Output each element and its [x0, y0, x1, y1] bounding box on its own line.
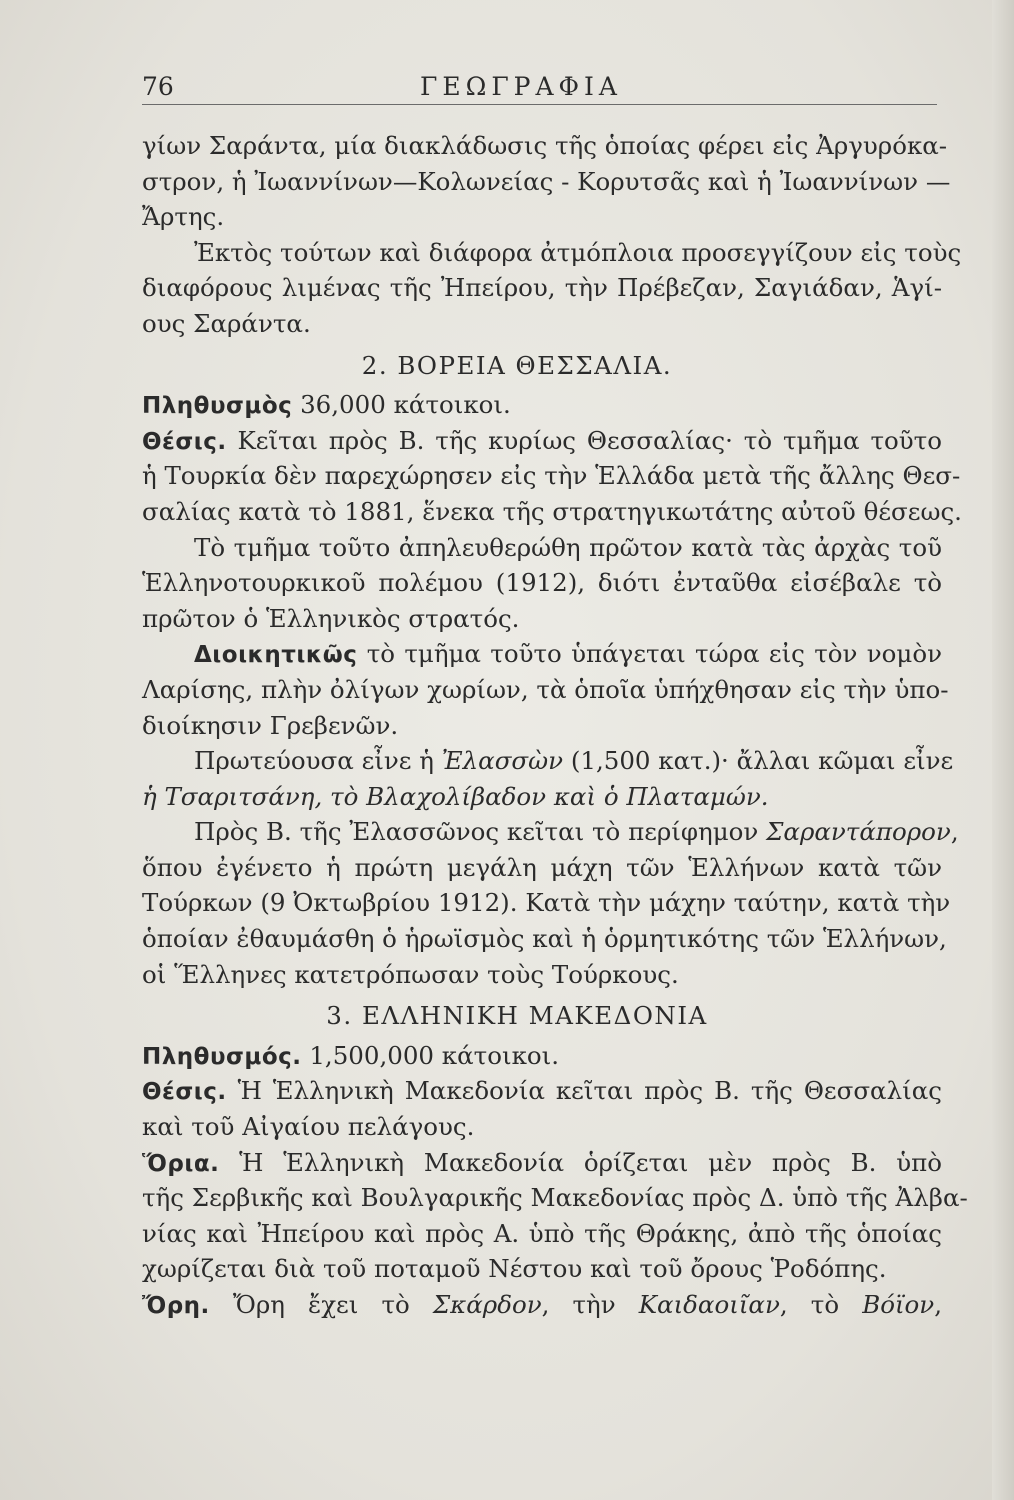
text-line: Ἐκτὸς τούτων καὶ διάφορα ἀτμόπλοια προσεγγίζουν εἰς τοὺς	[194, 237, 962, 267]
text-line: σαλίας κατὰ τὸ 1881, ἕνεκα τῆς στρατηγικωτάτης αὐτοῦ θέσεως.	[142, 496, 962, 526]
entry-label: Πληθυσμός.	[142, 1043, 302, 1070]
text-line: Ὄρη. Ὄρη ἔχει τὸ Σκάρδον, τὴν Καιδαοιῖαν, τὸ Βόϊον,	[142, 1290, 942, 1319]
header-rule	[142, 104, 937, 105]
text-line: Θέσις. Ἡ Ἑλληνικὴ Μακεδονία κεῖται πρὸς Β. τῆς Θεσσαλίας	[142, 1076, 942, 1106]
text-line: τῆς Σερβικῆς καὶ Βουλγαρικῆς Μακεδονίας πρὸς Δ. ὑπὸ τῆς Ἀλβα-	[142, 1183, 968, 1213]
text-line: Πληθυσμός. 1,500,000 κάτοικοι.	[142, 1040, 560, 1070]
text-line: γίων Σαράντα, μία διακλάδωσις τῆς ὁποίας φέρει εἰς Ἀργυρόκα-	[142, 131, 948, 160]
text-line: Θέσις. Κεῖται πρὸς Β. τῆς κυρίως Θεσσαλίας· τὸ τμῆμα τοῦτο	[142, 425, 942, 455]
entry-label: Θέσις.	[142, 1079, 227, 1106]
text-line: Πρὸς Β. τῆς Ἐλασσῶνος κεῖται τὸ περίφημον Σαραντάπορον,	[194, 817, 959, 847]
entry-label: Πληθυσμὸς	[142, 393, 293, 420]
page-edge-shadow	[992, 0, 1014, 1500]
text-line: νίας καὶ Ἠπείρου καὶ πρὸς Α. ὑπὸ τῆς Θράκης, ἀπὸ τῆς ὁποίας	[142, 1218, 942, 1248]
text-line: Ἄρτης.	[142, 202, 225, 232]
text-line: ἡ Τουρκία δὲν παρεχώρησεν εἰς τὴν Ἑλλάδα μετὰ τῆς ἄλλης Θεσ-	[142, 461, 961, 491]
entry-label: Θέσις.	[142, 428, 227, 455]
text-line: οἱ Ἕλληνες κατετρόπωσαν τοὺς Τούρκους.	[142, 959, 679, 989]
text-line: πρῶτον ὁ Ἑλληνικὸς στρατός.	[142, 603, 520, 633]
section-heading: 2. ΒΟΡΕΙΑ ΘΕΣΣΑΛΙΑ.	[361, 350, 673, 380]
text-line: Ἑλληνοτουρκικοῦ πολέμου (1912), διότι ἐνταῦθα εἰσέβαλε τὸ	[142, 568, 942, 598]
text-line: διοίκησιν Γρεβενῶν.	[142, 710, 399, 740]
text-line: Ὅρια. Ἡ Ἑλληνικὴ Μακεδονία ὁρίζεται μὲν πρὸς Β. ὑπὸ	[142, 1147, 942, 1177]
text-line: ους Σαράντα.	[142, 308, 311, 338]
text-line: ὅπου ἐγένετο ἡ πρώτη μεγάλη μάχη τῶν Ἑλλήνων κατὰ τῶν	[142, 852, 942, 882]
text-line: Τούρκων (9 Ὀκτωβρίου 1912). Κατὰ τὴν μάχην ταύτην, κατὰ τὴν	[142, 888, 951, 918]
running-title: ΓΕΩΓΡΑΦΙΑ	[420, 72, 622, 101]
text-line: Πληθυσμὸς 36,000 κάτοικοι.	[142, 390, 511, 420]
text-line: στρον, ἡ Ἰωαννίνων—Κολωνείας - Κορυτσᾶς καὶ ἡ Ἰωαννίνων —	[142, 166, 951, 196]
text-line: χωρίζεται διὰ τοῦ ποταμοῦ Νέστου καὶ τοῦ ὄρους Ῥοδόπης.	[142, 1254, 887, 1284]
page-body	[142, 128, 968, 1323]
text-line: Πρωτεύουσα εἶνε ἡ Ἐλασσὼν (1,500 κατ.)· ἄλλαι κῶμαι εἶνε	[194, 746, 954, 776]
text-line: Λαρίσης, πλὴν ὀλίγων χωρίων, τὰ ὁποῖα ὑπήχθησαν εἰς τὴν ὑπο-	[142, 674, 949, 704]
text-line: Τὸ τμῆμα τοῦτο ἀπηλευθερώθη πρῶτον κατὰ τὰς ἀρχὰς τοῦ	[194, 532, 942, 562]
section-heading: 3. ΕΛΛΗΝΙΚΗ ΜΑΚΕΔΟΝΙΑ	[326, 1001, 708, 1031]
text-line: ὁποίαν ἐθαυμάσθη ὁ ἡρωϊσμὸς καὶ ἡ ὁρμητικότης τῶν Ἑλλήνων,	[142, 924, 947, 954]
text-line: ἡ Τσαριτσάνη, τὸ Βλαχολίβαδον καὶ ὁ Πλαταμών.	[142, 781, 769, 811]
page-header	[0, 72, 1014, 112]
page-number: 76	[142, 72, 174, 101]
entry-label: Ὄρη.	[142, 1293, 210, 1319]
text-line: διαφόρους λιμένας τῆς Ἠπείρου, τὴν Πρέβεζαν, Σαγιάδαν, Ἁγί-	[142, 273, 942, 303]
text-line: καὶ τοῦ Αἰγαίου πελάγους.	[142, 1112, 475, 1142]
entry-label: Διοικητικῶς	[194, 642, 358, 669]
text-line: Διοικητικῶς τὸ τμῆμα τοῦτο ὑπάγεται τώρα εἰς τὸν νομὸν	[194, 639, 942, 669]
entry-label: Ὅρια.	[142, 1150, 220, 1177]
